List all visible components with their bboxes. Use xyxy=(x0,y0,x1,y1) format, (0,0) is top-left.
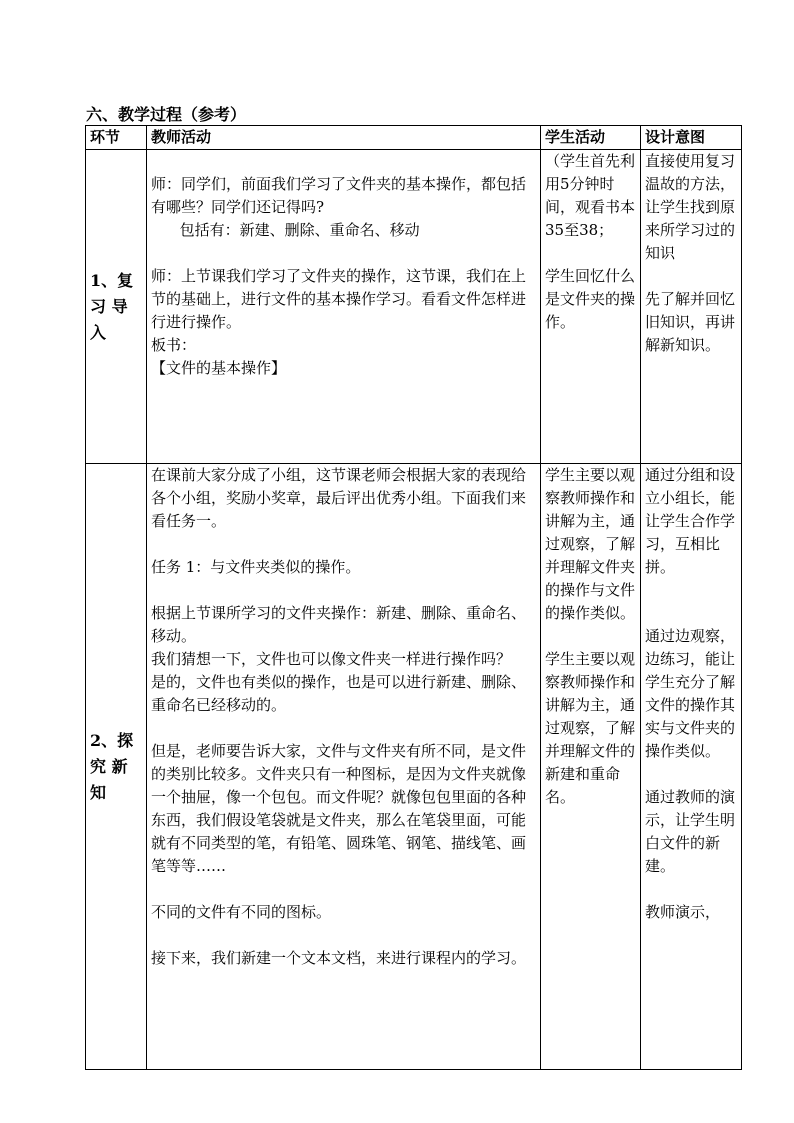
header-teacher-activity: 教师活动 xyxy=(147,126,541,150)
teacher-paragraph xyxy=(151,579,536,602)
teacher-paragraph: 不同的文件有不同的图标。 xyxy=(151,903,332,921)
student-paragraph xyxy=(545,242,636,265)
design-intent-cell xyxy=(641,150,742,464)
intent-paragraph xyxy=(645,602,737,625)
header-student-activity: 学生活动 xyxy=(541,126,641,150)
student-activity-cell xyxy=(541,464,641,1070)
intent-paragraph: 直接使用复习温故的方法，让学生找到原来所学习过的知识 xyxy=(645,152,736,262)
intent-paragraph: 教师演示， xyxy=(645,903,721,921)
stage-label-line: 入 xyxy=(90,322,107,342)
intent-paragraph: 通过边观察，边练习，能让学生充分了解文件的操作其实与文件夹的操作类似。 xyxy=(645,627,736,760)
stage-label-line: 2、探 xyxy=(90,730,134,750)
header-stage: 环节 xyxy=(86,126,147,150)
teaching-process-table xyxy=(85,125,742,1070)
intent-paragraph: 通过教师的演示，让学生明白文件的新建。 xyxy=(645,788,736,875)
teacher-paragraph: 根据上节课所学习的文件夹操作：新建、删除、重命名、移动。 xyxy=(151,604,527,645)
stage-label-line: 1、复 xyxy=(90,270,134,290)
student-paragraph: （学生首先利用5分钟时间，观看书本35至38； xyxy=(545,152,636,239)
teacher-paragraph xyxy=(151,924,536,947)
intent-paragraph xyxy=(645,265,737,288)
teacher-paragraph xyxy=(151,533,536,556)
teacher-paragraph xyxy=(151,878,536,901)
teacher-paragraph: 在课前大家分成了小组，这节课老师会根据大家的表现给各个小组，奖励小奖章，最后评出优秀小组。下面我们来看任务一。 xyxy=(151,466,527,530)
table-row xyxy=(86,464,742,1070)
student-paragraph: 学生回忆什么是文件夹的操作。 xyxy=(545,267,636,331)
intent-paragraph xyxy=(645,763,737,786)
teacher-paragraph: 但是，老师要告诉大家，文件与文件夹有所不同，是文件的类别比较多。文件夹只有一种图标，是因为文件夹就像一个抽屉，像一个包包。而文件呢？就像包包里面的各种东西，我们假设笔袋就是文件夹，那么在笔袋里面，可能就有不同类型的笔，有铅笔、圆珠笔、钢笔、描线笔、画笔等等…… xyxy=(151,742,527,875)
stage-cell xyxy=(86,464,147,1070)
teacher-paragraph: 板书： xyxy=(151,336,197,354)
stage-label-line: 究 新 xyxy=(90,756,128,776)
stage-cell xyxy=(86,150,147,464)
table-header-row xyxy=(86,126,742,150)
table-row xyxy=(86,150,742,464)
teacher-paragraph: 接下来，我们新建一个文本文档，来进行课程内的学习。 xyxy=(151,949,527,967)
teacher-paragraph xyxy=(151,150,536,173)
intent-paragraph xyxy=(645,878,737,901)
teacher-paragraph: 我们猜想一下，文件也可以像文件夹一样进行操作吗？ xyxy=(151,650,512,668)
header-design-intent: 设计意图 xyxy=(641,126,742,150)
stage-label-line: 习 导 xyxy=(90,296,128,316)
teacher-paragraph: 包括有：新建、删除、重命名、移动 xyxy=(151,221,420,239)
student-activity-cell xyxy=(541,150,641,464)
student-paragraph xyxy=(545,625,636,648)
intent-paragraph xyxy=(645,579,737,602)
teacher-paragraph: 是的，文件也有类似的操作，也是可以进行新建、删除、重命名已经移动的。 xyxy=(151,673,527,714)
teacher-paragraph: 师：上节课我们学习了文件夹的操作，这节课，我们在上节的基础上，进行文件的基本操作学习。看看文件怎样进行进行操作。 xyxy=(151,267,527,331)
student-paragraph: 学生主要以观察教师操作和讲解为主，通过观察，了解并理解文件夹的操作与文件的操作类似。 xyxy=(545,466,636,622)
teacher-activity-cell xyxy=(147,150,541,464)
student-paragraph: 学生主要以观察教师操作和讲解为主，通过观察，了解并理解文件的新建和重命名。 xyxy=(545,650,636,806)
teacher-paragraph xyxy=(151,242,536,265)
teacher-paragraph: 【文件的基本操作】 xyxy=(151,359,287,377)
teacher-paragraph: 师：同学们，前面我们学习了文件夹的基本操作，都包括有哪些？同学们还记得吗? xyxy=(151,175,527,216)
intent-paragraph: 先了解并回忆旧知识，再讲解新知识。 xyxy=(645,290,736,354)
stage-label-line: 知 xyxy=(90,782,107,802)
teacher-paragraph xyxy=(151,717,536,740)
design-intent-cell xyxy=(641,464,742,1070)
intent-paragraph: 通过分组和设立小组长，能让学生合作学习，互相比拼。 xyxy=(645,466,736,576)
teacher-activity-cell xyxy=(147,464,541,1070)
teacher-paragraph: 任务 1：与文件夹类似的操作。 xyxy=(151,558,361,576)
section-title: 六、教学过程（参考） xyxy=(86,105,247,124)
